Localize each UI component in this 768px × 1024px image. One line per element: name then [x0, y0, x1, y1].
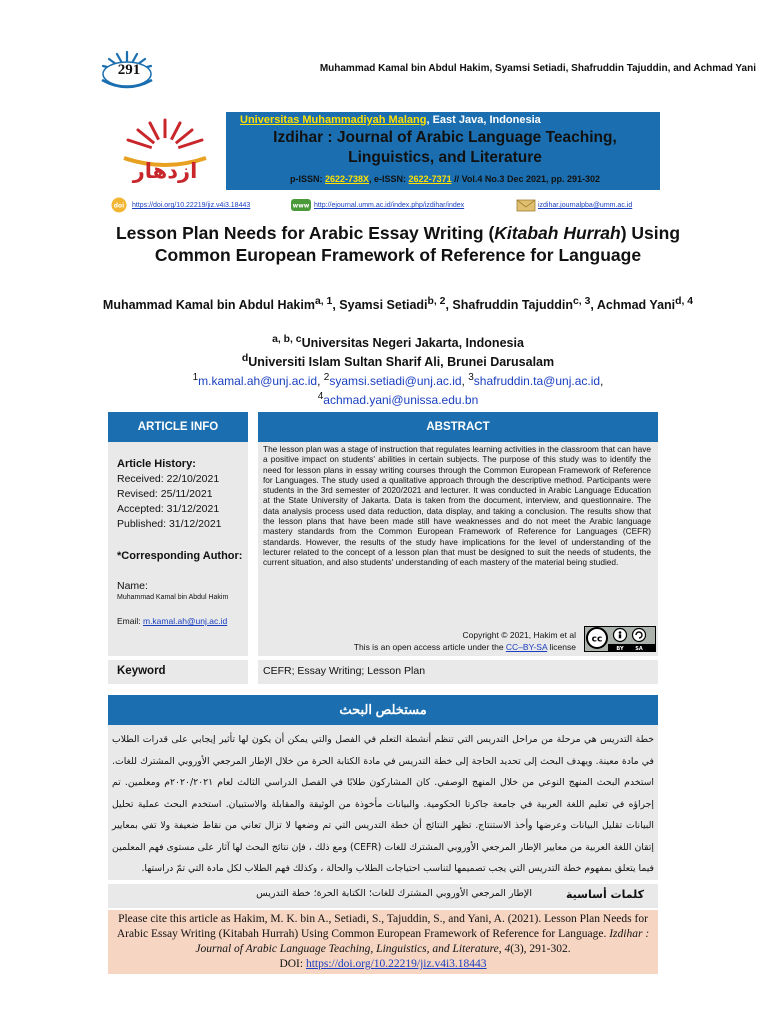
- author-email-1[interactable]: m.kamal.ah@unj.ac.id: [198, 374, 318, 388]
- person-icon: [619, 631, 622, 634]
- page-number: 291: [117, 62, 141, 78]
- pissn-link[interactable]: 2622-738X: [324, 174, 370, 184]
- author-email-3[interactable]: shafruddin.ta@unj.ac.id: [473, 374, 601, 388]
- university-line: Universitas Muhammadiyah Malang, East Java, Indonesia: [240, 114, 541, 126]
- journal-website-link[interactable]: http://ejournal.umm.ac.id/index.php/izdihar/index: [313, 201, 465, 209]
- issn-line: p-ISSN: 2622-738X, e-ISSN: 2622-7371 // Vol.4 No.3 Dec 2021, pp. 291-302: [289, 174, 600, 184]
- logo-arabic-text: ازدهار: [132, 159, 198, 183]
- journal-title: Izdihar : Journal of Arabic Language Teaching, Linguistics, and Literature: [273, 129, 617, 166]
- arabic-abstract-text: خطة التدريس هي مرحلة من مراحل التدريس التي تنظم أنشطة التعلم في الفصل والتي يمكن أن يكون لها تأثير إيجابي على قدرات الطلاب في مادة معينة. ويهدف البحث إلى تحديد الحاجة إلى خطة التدريس في مادة الكتابة الحرة من خلال الإطار المرجعي الأوروبي المشترك للغات. استخدم البحث المنهج النوعي من خلال المنهج الوصفي. كان المشاركون طلابًا في الفصل الدراسي الثالث لعام ٢٠٢٠/٢٠٢١م ومعلمين. تم إجراؤه في تعليم اللغة العربية في جامعة جاكرتا الحكومية. والبيانات مأخوذة من الوثيقة والمقابلة والاستبيان. استخدم البحث عملية تحليل البيانات تقليل البيانات وعرضها وأخذ الاستنتاج. تظهر النتائج أن خطة التدريس التي تم وضعها لا تزال تعاني من نقاط ضعيفة ولا تفي بمعايير إتقان اللغة العربية من معايير الإطار المرجعي الأوروبي المشترك للغات (CEFR) ومع ذلك ، فإن نتائج البحث لها آثار على مستوى فهم المعلمين فيما يتعلق بمفهوم خطة التدريس التي يجب تصميمها لتناسب احتياجات الطلاب والحالة ، وكذلك فهم الطلاب لكل مادة التي تمّ دراستها.: [112, 734, 654, 874]
- university-link[interactable]: Universitas Muhammadiyah Malang: [240, 114, 427, 126]
- published-date: Published: 31/12/2021: [117, 518, 222, 530]
- globe-icon: [290, 197, 312, 213]
- mail-link-row: [516, 197, 632, 213]
- keyword-label: Keyword: [117, 665, 166, 677]
- journal-logo: [108, 112, 222, 190]
- doi-link[interactable]: https://doi.org/10.22219/jiz.v4i3.18443: [131, 201, 251, 209]
- arabic-keyword-value: الإطار المرجعي الأوروبي المشترك للغات؛ الكتابة الحرة؛ خطة التدريس: [256, 888, 532, 899]
- paper-title: Lesson Plan Needs for Arabic Essay Writing (Kitabah Hurrah) Using Common European Framework of Reference for Language: [115, 223, 681, 265]
- running-head: Muhammad Kamal bin Abdul Hakim, Syamsi Setiadi, Shafruddin Tajuddin, and Achmad Yani: [319, 63, 756, 74]
- received-date: Received: 22/10/2021: [117, 473, 220, 485]
- corresponding-author-label: *Corresponding Author:: [117, 550, 243, 562]
- abstract-text: The lesson plan was a stage of instruction that regulates learning activities in the classroom that can have a positive impact on students' abilities in certain subjects. The purpose of this study was to identify the need for lesson plans in essay writing courses through the Common European Framework of Reference for Languages. The study used a qualitative approach through the descriptive method. Participants were students in the 3rd semester of 2020/2021 and lecturer. It was conducted in Arabic Language Education at the State University of Jakarta. Data is taken from the document, interview, and questionnaire. The data analysis process used data reduction, data display, and taking a conclusion. The results show that the lesson plans that have been made still have weaknesses and do not meet the Arabic language mastery standards from the Common European Framework of Reference for Languages (CEFR) standards. However, the results of the study have implications for the level of understanding of the lecturer related to the concept of a lesson plan that must be designed to suit the needs of students, the current situation, and also students' understanding of each mastery of the material being studied.: [263, 444, 651, 568]
- corresponding-name: Muhammad Kamal bin Abdul Hakim: [117, 594, 229, 601]
- svg-text:SA: SA: [635, 646, 643, 652]
- doi-icon: [108, 197, 130, 213]
- eissn-link[interactable]: 2622-7371: [408, 174, 452, 184]
- author-email-2[interactable]: syamsi.setiadi@unj.ac.id: [329, 374, 462, 388]
- name-label: Name:: [117, 580, 148, 592]
- web-link-row: [290, 197, 464, 213]
- author-emails: $^1$m.kamal.ah@unj.ac.id, $^2$syamsi.setiadi@unj.ac.id, $^3$shafruddin.ta@unj.ac.id, $^4$achmad.yani@unissa.edu.bn: [192, 372, 604, 407]
- corresponding-email: Email: m.kamal.ah@unj.ac.id: [117, 616, 228, 626]
- corresponding-email-link[interactable]: m.kamal.ah@unj.ac.id: [142, 616, 228, 626]
- arabic-abstract-heading: مستخلص البحث: [108, 695, 658, 725]
- keyword-value: CEFR; Essay Writing; Lesson Plan: [263, 665, 426, 677]
- revised-date: Revised: 25/11/2021: [117, 488, 213, 500]
- cc-icon: cc: [591, 634, 603, 645]
- arabic-keyword-label: كلمات أساسية: [566, 888, 644, 901]
- license-link[interactable]: CC–BY-SA: [505, 642, 548, 652]
- mail-icon: [516, 197, 536, 213]
- abstract-heading: ABSTRACT: [258, 412, 658, 442]
- cc-by-sa-badge[interactable]: [584, 626, 656, 652]
- citation-doi-link[interactable]: https://doi.org/10.22219/jiz.v4i3.18443: [305, 958, 487, 970]
- article-info-heading: ARTICLE INFO: [108, 412, 248, 442]
- history-title: Article History:: [117, 458, 196, 470]
- doi-link-row: [108, 197, 250, 213]
- author-email-4[interactable]: achmad.yani@unissa.edu.bn: [323, 393, 479, 407]
- author-list: Muhammad Kamal bin Abdul Hakim$^{a, 1}$, Syamsi Setiadi$^{b, 2}$, Shafruddin Tajuddin$^{c, 3}$, Achmad Yani$^{d, 4}$: [102, 296, 694, 313]
- journal-email-link[interactable]: izdihar.journalpba@umm.ac.id: [537, 201, 633, 209]
- svg-text:doi: doi: [113, 202, 125, 210]
- svg-text:www: www: [292, 202, 310, 210]
- citation-text: Please cite this article as Hakim, M. K. bin A., Setiadi, S., Tajuddin, S., and Yani, A. (2021). Lesson Plan Needs for Arabic Essay Writing (Kitabah Hurrah) Using Common European Framework of Reference for Language. Izdihar : Journal of Arabic Language Teaching, Linguistics, and Literature, 4(3), 291-302. DOI: https://doi.org/10.22219/jiz.v4i3.18443: [116, 913, 650, 970]
- copyright-notice: Copyright © 2021, Hakim et al This is an open access article under the CC–BY-SA license: [353, 630, 576, 652]
- affiliations: $^{a, b, c}$Universitas Negeri Jakarta, Indonesia $^d$Universiti Islam Sultan Sharif Ali, Brunei Darusalam: [241, 334, 555, 370]
- accepted-date: Accepted: 31/12/2021: [117, 503, 220, 515]
- svg-text:BY: BY: [616, 646, 624, 652]
